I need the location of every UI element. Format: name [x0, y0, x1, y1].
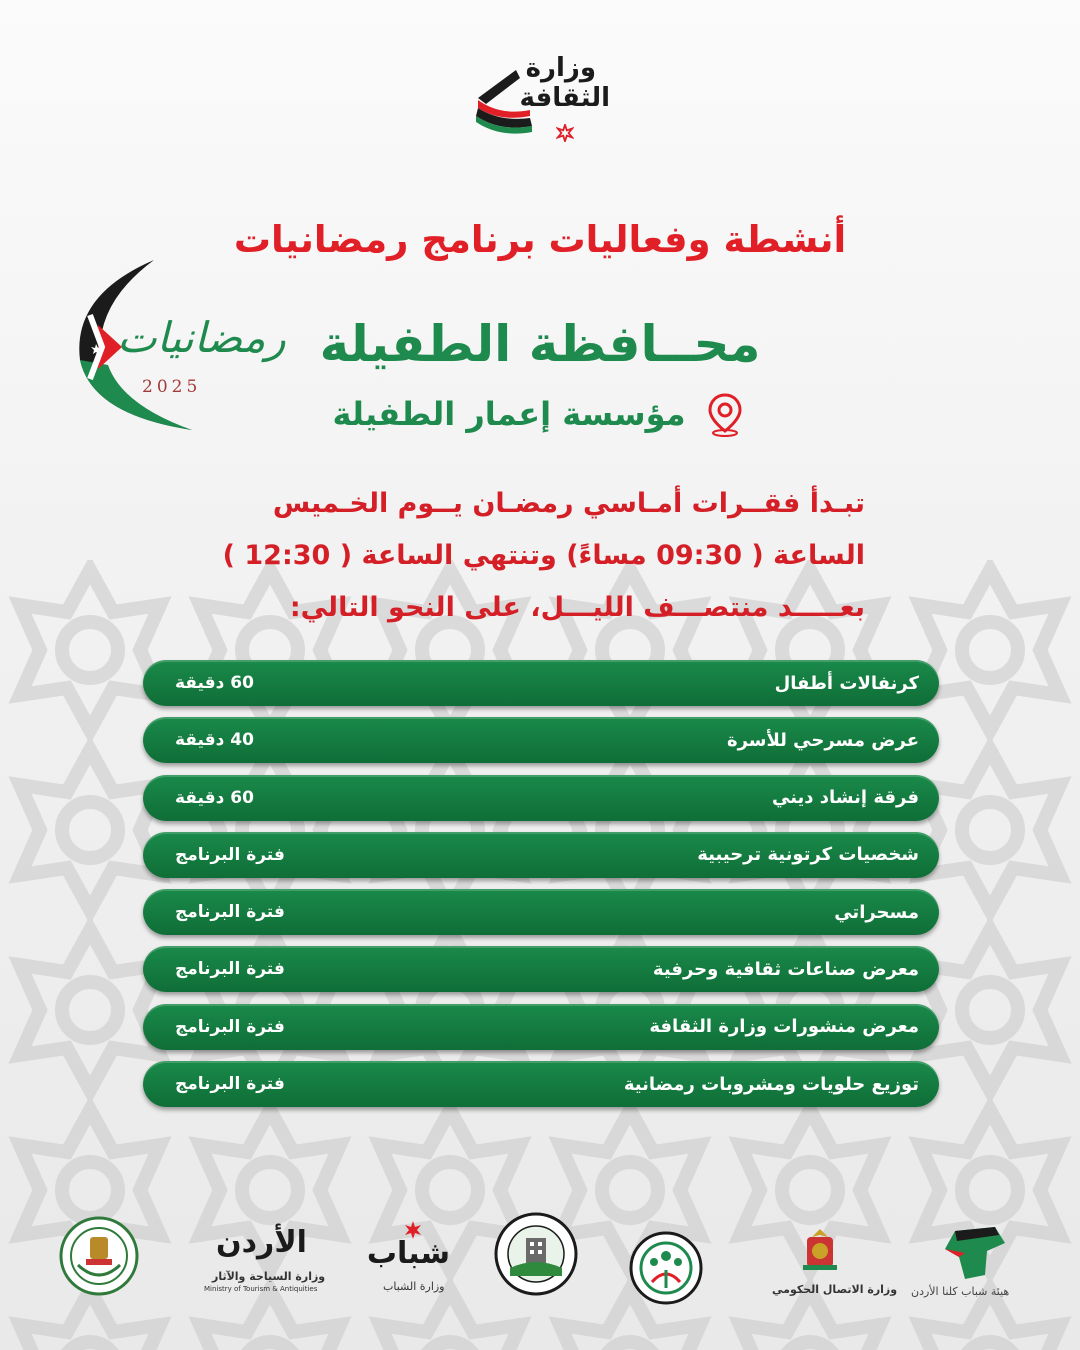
activity-duration: 60 دقيقة [175, 787, 254, 808]
activity-row [143, 946, 939, 992]
emblem-year: 2025 [142, 377, 202, 397]
activity-duration: 40 دقيقة [175, 730, 254, 751]
intro-line-1: تبـدأ فقــرات أمـاسي رمضـان يــوم الخـميس [272, 488, 865, 519]
ministry-of-culture-logo [470, 52, 610, 147]
intro-line-3: بعـــــد منتصـــف الليـــل، على النحو التالي: [289, 592, 865, 623]
tourism-name: وزارة السياحة والآثار [212, 1270, 326, 1283]
youth-wordmark: شباب [366, 1236, 450, 1271]
comm-ministry-name: وزارة الاتصال الحكومي [772, 1283, 898, 1296]
activity-duration: فترة البرنامج [175, 959, 285, 980]
activities-list [143, 660, 939, 1118]
ministry-of-tourism-logo [200, 1225, 325, 1300]
youth-name: وزارة الشباب [383, 1280, 445, 1293]
ministry-of-youth-logo [366, 1220, 450, 1300]
activity-row [143, 775, 939, 821]
activity-name: كرنفالات أطفال [774, 672, 919, 694]
activity-duration: 60 دقيقة [175, 673, 254, 693]
ministry-of-local-administration-logo [492, 1210, 580, 1298]
venue-name: مؤسسة إعمار الطفيلة [332, 395, 686, 433]
activity-row [143, 1061, 939, 1107]
youth-body-logo [905, 1223, 1025, 1303]
intro-line-2: الساعة ( 09:30 مساءً) وتنتهي الساعة ( 12:30 ) [222, 540, 865, 571]
ministry-name-line1: وزارة [525, 53, 596, 83]
activity-name: معرض منشورات وزارة الثقافة [649, 1016, 919, 1038]
star-icon [556, 124, 574, 142]
activity-row [143, 660, 939, 706]
venue [300, 390, 780, 438]
ramadaniyat-emblem [62, 255, 302, 435]
activity-duration: فترة البرنامج [175, 844, 285, 865]
activity-duration: فترة البرنامج [175, 1016, 285, 1037]
organization-circle-logo [628, 1230, 704, 1306]
activity-duration: فترة البرنامج [175, 1074, 285, 1095]
youth-body-name: هيئة شباب كلنا الأردن [911, 1285, 1010, 1298]
location-pin-icon [702, 391, 748, 437]
ramadaniyat-script: رمضانيات [117, 313, 286, 362]
partner-logos [0, 1205, 1080, 1325]
tourism-wordmark: الأردن [216, 1225, 307, 1260]
activity-name: عرض مسرحي للأسرة [726, 729, 919, 751]
program-title: أنشطة وفعاليات برنامج رمضانيات [233, 218, 847, 261]
jordan-seal-logo [58, 1215, 140, 1297]
tourism-name-en: Ministry of Tourism & Antiquities [204, 1285, 318, 1293]
schedule-intro [200, 478, 865, 634]
governorate-name: محــافظة الطفيلة [319, 315, 761, 373]
activity-row [143, 832, 939, 878]
activity-name: توزيع حلويات ومشروبات رمضانية [623, 1073, 919, 1095]
ministry-name-line2: الثقافة [519, 83, 610, 113]
activity-row [143, 717, 939, 763]
jordan-map-icon [935, 1223, 1015, 1283]
activity-row [143, 889, 939, 935]
activity-row [143, 1004, 939, 1050]
activity-name: مسحراتي [834, 901, 919, 923]
activity-name: فرقة إنشاد ديني [771, 787, 919, 809]
jordan-coat-of-arms-icon [795, 1225, 845, 1275]
ministry-of-government-communication-logo [770, 1225, 898, 1305]
activity-name: معرض صناعات ثقافية وحرفية [652, 958, 919, 980]
activity-duration: فترة البرنامج [175, 902, 285, 923]
activity-name: شخصيات كرتونية ترحيبية [697, 844, 919, 866]
